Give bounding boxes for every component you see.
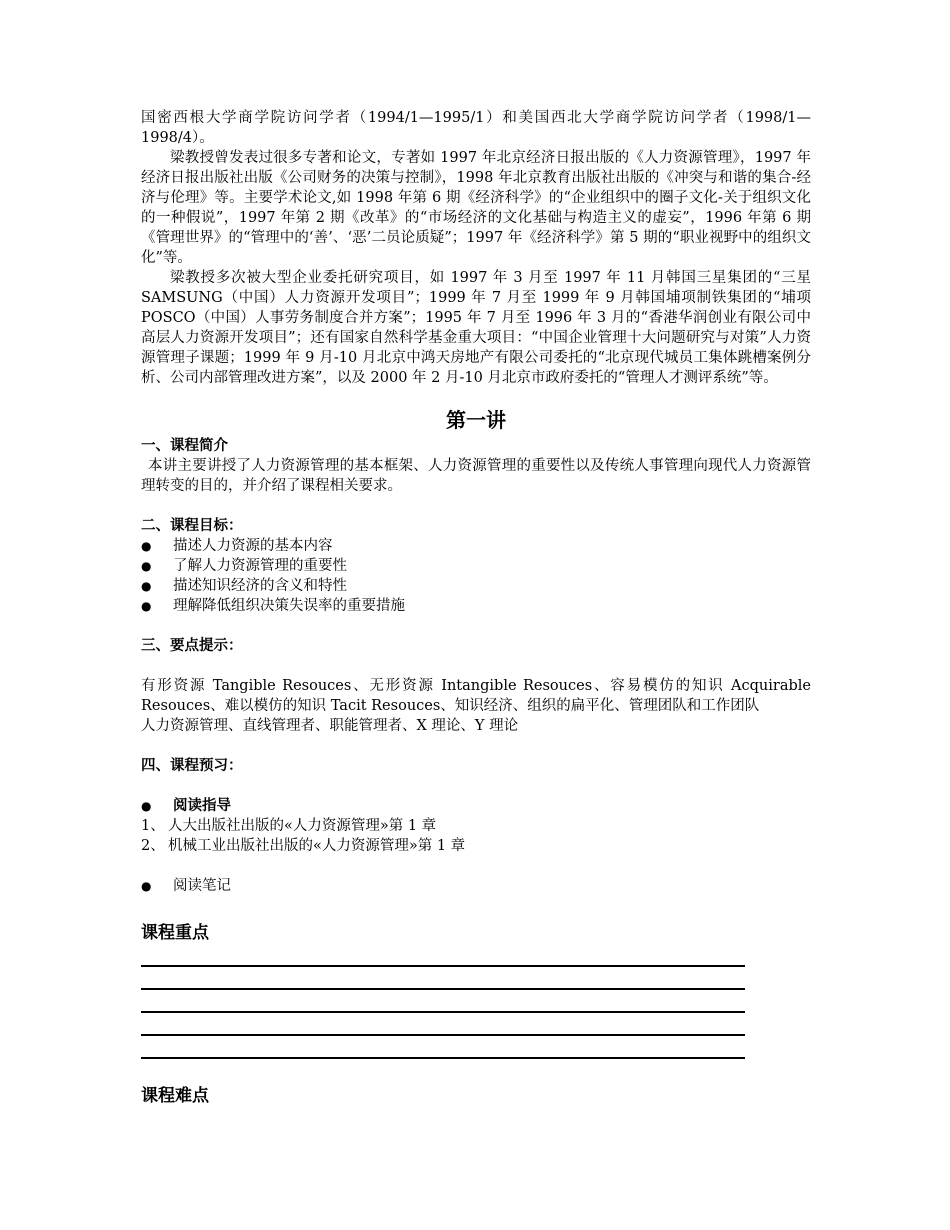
goal-item-text: 了解人力资源管理的重要性 [173, 558, 347, 574]
bio-continuation: 国密西根大学商学院访问学者（1994/1—1995/1）和美国西北大学商学院访问学者（1998/1—1998/4）。 [141, 110, 811, 146]
bullet-icon: ● [141, 579, 152, 593]
keypoints-text: 有形资源 Tangible Resouces、无形资源 Intangible Resouces、容易模仿的知识 Acquirable Resouces、难以模仿的知识 Tacit Resouces、知识经济、组织的扁平化、管理团队和工作团队 [141, 678, 811, 714]
goal-item-text: 理解降低组织决策失误率的重要措施 [173, 598, 405, 614]
bullet-icon: ● [141, 539, 152, 553]
writing-line [141, 947, 745, 967]
goal-item [141, 576, 811, 596]
reference-item [141, 836, 811, 856]
goal-item-text: 描述知识经济的含义和特性 [173, 578, 347, 594]
section-preview-title: 四、课程预习： [141, 757, 243, 774]
lecture-title: 第一讲 [446, 408, 506, 432]
goal-item-text: 描述人力资源的基本内容 [173, 538, 333, 554]
section-goals-title: 二、课程目标： [141, 517, 243, 534]
bullet-icon: ● [141, 559, 152, 573]
reference-text: 人大出版社出版的«人力资源管理»第 1 章 [168, 818, 437, 834]
section-keypoints-title: 三、要点提示： [141, 637, 243, 654]
reference-text: 机械工业出版社出版的«人力资源管理»第 1 章 [168, 838, 466, 854]
reading-notes-item [141, 876, 811, 896]
section-intro-title: 一、课程简介 [141, 437, 228, 454]
writing-line [141, 993, 745, 1013]
course-difficulty-title: 课程难点 [141, 1086, 209, 1106]
section-intro-text: 本讲主要讲授了人力资源管理的基本框架、人力资源管理的重要性以及传统人事管理向现代人力资源管理转变的目的，并介绍了课程相关要求。 [141, 458, 811, 494]
goal-item [141, 536, 811, 556]
reading-notes-label: 阅读笔记 [173, 878, 231, 894]
keypoints-text-2: 人力资源管理、直线管理者、职能管理者、X 理论、Y 理论 [141, 718, 519, 734]
bio-projects-paragraph: 梁教授多次被大型企业委托研究项目，如 1997 年 3 月至 1997 年 11 月韩国三星集团的“三星 SAMSUNG（中国）人力资源开发项目”；1999 年 7 月至 1999 年 9 月韩国埔项制铁集团的“埔项 POSCO（中国）人事劳务制度合并方案”；1995 年 7 月至 1996 年 3 月的“香港华润创业有限公司中高层人力资源开发项目”；还有国家自然科学基金重大项目：“中国企业管理十大问题研究与对策”人力资源管理子课题；1999 年 9 月-10 月北京中鸿天房地产有限公司委托的“北京现代城员工集体跳槽案例分析、公司内部管理改进方案”，以及 2000 年 2 月-10 月北京市政府委托的“管理人才测评系统”等。 [141, 270, 811, 386]
bullet-icon: ● [141, 599, 152, 613]
writing-line [141, 1016, 745, 1036]
focus-writing-lines [141, 947, 811, 1059]
course-focus-title: 课程重点 [141, 923, 209, 943]
reading-guide-item [141, 796, 811, 816]
document-page [141, 108, 811, 1107]
reference-number: 1、 [141, 818, 165, 834]
goal-item [141, 556, 811, 576]
reference-number: 2、 [141, 838, 165, 854]
bio-publications-paragraph: 梁教授曾发表过很多专著和论文，专著如 1997 年北京经济日报出版的《人力资源管理》，1997 年经济日报出版社出版《公司财务的决策与控制》，1998 年北京教育出版社出版的《冲突与和谐的集合-经济与伦理》等。主要学术论文,如 1998 年第 6 期《经济科学》的“企业组织中的圈子文化-关于组织文化的一种假说”，1997 年第 2 期《改革》的“市场经济的文化基础与构造主义的虚妄”，1996 年第 6 期《管理世界》的“管理中的‘善’、‘恶’二员论质疑”；1997 年《经济科学》第 5 期的“职业视野中的组织文化”等。 [141, 150, 811, 266]
bullet-icon: ● [141, 799, 152, 813]
bullet-icon: ● [141, 879, 152, 893]
reference-item [141, 816, 811, 836]
writing-line [141, 1039, 745, 1059]
reading-guide-label: 阅读指导 [173, 797, 231, 814]
writing-line [141, 970, 745, 990]
goal-item [141, 596, 811, 616]
